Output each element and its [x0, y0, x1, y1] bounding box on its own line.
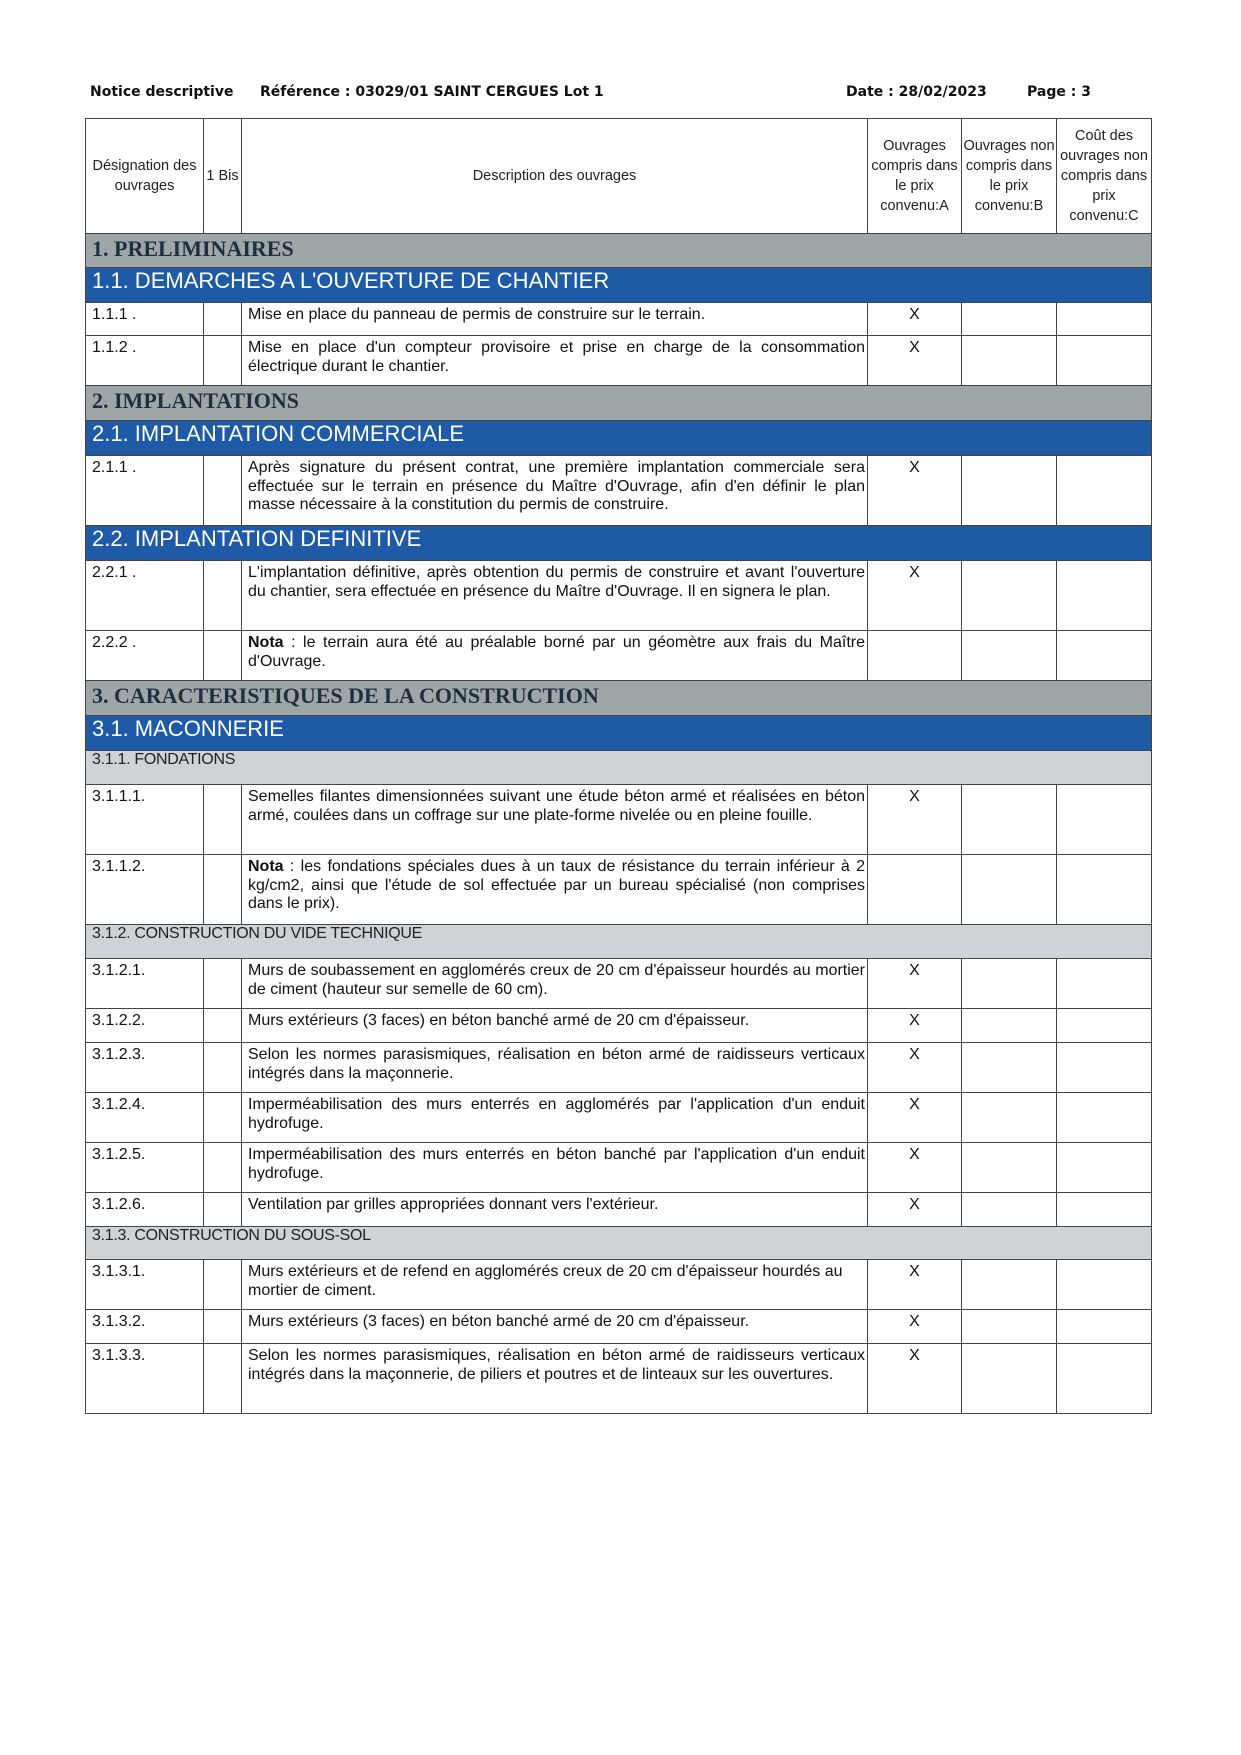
works-table — [85, 118, 1152, 1414]
designation-code: 3.1.2.4. — [86, 1093, 204, 1143]
not-included-cell — [962, 561, 1057, 631]
designation-code: 3.1.2.2. — [86, 1009, 204, 1043]
heading-title: 1. PRELIMINAIRES — [86, 234, 1152, 268]
designation-code: 3.1.2.6. — [86, 1193, 204, 1227]
description-text: : les fondations spéciales dues à un taux de résistance du terrain inférieur à 2 kg/cm2, ainsi que l'étude de sol effectuée par un bureau spécialisé (non comprises dans le prix). — [248, 858, 865, 912]
designation-code: 3.1.2.5. — [86, 1143, 204, 1193]
cost-cell — [1057, 561, 1152, 631]
table-row — [86, 1093, 1152, 1143]
col-b: Ouvrages non compris dans le prix convenu:B — [962, 119, 1057, 234]
bis-cell — [204, 785, 242, 855]
description-text: Murs extérieurs (3 faces) en béton banché armé de 20 cm d'épaisseur. — [248, 1012, 750, 1029]
col-c: Coût des ouvrages non compris dans prix convenu:C — [1057, 119, 1152, 234]
cost-cell — [1057, 1093, 1152, 1143]
included-mark: X — [868, 959, 962, 1009]
not-included-cell — [962, 1009, 1057, 1043]
col-designation: Désignation des ouvrages — [86, 119, 204, 234]
designation-code: 3.1.2.1. — [86, 959, 204, 1009]
not-included-cell — [962, 1344, 1057, 1414]
subsection-heading-row — [86, 716, 1152, 751]
description-text: Murs extérieurs (3 faces) en béton banché armé de 20 cm d'épaisseur. — [248, 1313, 750, 1330]
table-row — [86, 561, 1152, 631]
cost-cell — [1057, 959, 1152, 1009]
designation-code: 1.1.1 . — [86, 303, 204, 336]
table-row — [86, 1260, 1152, 1310]
date: Date : 28/02/2023 — [846, 84, 987, 100]
description-cell — [242, 1043, 868, 1093]
cost-cell — [1057, 785, 1152, 855]
included-mark: X — [868, 1043, 962, 1093]
bis-cell — [204, 456, 242, 526]
table-header-row — [86, 119, 1152, 234]
doc-type: Notice descriptive — [90, 84, 234, 100]
description-cell — [242, 303, 868, 336]
cost-cell — [1057, 855, 1152, 925]
description-cell — [242, 855, 868, 925]
table-row — [86, 1043, 1152, 1093]
not-included-cell — [962, 855, 1057, 925]
cost-cell — [1057, 303, 1152, 336]
cost-cell — [1057, 1143, 1152, 1193]
bis-cell — [204, 1009, 242, 1043]
description-cell — [242, 785, 868, 855]
cost-cell — [1057, 1260, 1152, 1310]
bis-cell — [204, 303, 242, 336]
description-cell — [242, 336, 868, 386]
nota-label: Nota — [248, 634, 284, 651]
description-cell — [242, 1143, 868, 1193]
designation-code: 3.1.1.2. — [86, 855, 204, 925]
description-text: Semelles filantes dimensionnées suivant une étude béton armé et réalisées en béton armé, coulées dans un coffrage sur une plate-forme nivelée ou en pleine fouille. — [248, 788, 865, 824]
included-mark: X — [868, 1193, 962, 1227]
heading-title: 2.2. IMPLANTATION DEFINITIVE — [86, 526, 1152, 561]
not-included-cell — [962, 1193, 1057, 1227]
table-row — [86, 1009, 1152, 1043]
designation-code: 1.1.2 . — [86, 336, 204, 386]
col-a: Ouvrages compris dans le prix convenu:A — [868, 119, 962, 234]
included-mark: X — [868, 456, 962, 526]
cost-cell — [1057, 1344, 1152, 1414]
table-row — [86, 456, 1152, 526]
bis-cell — [204, 855, 242, 925]
table-row — [86, 1310, 1152, 1344]
sub-subsection-heading-row — [86, 925, 1152, 959]
description-text: Selon les normes parasismiques, réalisation en béton armé de raidisseurs verticaux intégrés dans la maçonnerie, de piliers et poutres et de linteaux sur les ouvertures. — [248, 1347, 865, 1383]
section-heading-row — [86, 386, 1152, 421]
description-text: Mise en place du panneau de permis de construire sur le terrain. — [248, 306, 706, 323]
bis-cell — [204, 959, 242, 1009]
description-cell — [242, 959, 868, 1009]
page-header — [90, 84, 1090, 106]
not-included-cell — [962, 785, 1057, 855]
included-mark: X — [868, 785, 962, 855]
table-row — [86, 1344, 1152, 1414]
table-row — [86, 785, 1152, 855]
description-text: Imperméabilisation des murs enterrés en agglomérés par l'application d'un enduit hydrofuge. — [248, 1096, 865, 1132]
description-text: Imperméabilisation des murs enterrés en béton banché par l'application d'un enduit hydrofuge. — [248, 1146, 865, 1182]
included-mark: X — [868, 1260, 962, 1310]
heading-title: 3.1. MACONNERIE — [86, 716, 1152, 751]
description-text: Mise en place d'un compteur provisoire et prise en charge de la consommation électrique durant le chantier. — [248, 339, 865, 375]
included-mark: X — [868, 336, 962, 386]
description-text: Murs extérieurs et de refend en agglomérés creux de 20 cm d'épaisseur hourdés au mortier de ciment. — [248, 1263, 843, 1299]
included-mark: X — [868, 1009, 962, 1043]
section-heading-row — [86, 234, 1152, 268]
subsection-heading-row — [86, 421, 1152, 456]
included-mark: X — [868, 303, 962, 336]
cost-cell — [1057, 1310, 1152, 1344]
designation-code: 3.1.1.1. — [86, 785, 204, 855]
description-text: L'implantation définitive, après obtention du permis de construire et avant l'ouverture du chantier, sera effectuée en présence du Maître d'Ouvrage. Il en signera le plan. — [248, 564, 865, 600]
reference: Référence : 03029/01 SAINT CERGUES Lot 1 — [260, 84, 604, 100]
bis-cell — [204, 1143, 242, 1193]
included-mark: X — [868, 561, 962, 631]
not-included-cell — [962, 303, 1057, 336]
description-text: Murs de soubassement en agglomérés creux de 20 cm d'épaisseur hourdés au mortier de ciment (hauteur sur semelle de 60 cm). — [248, 962, 865, 998]
description-text: Après signature du présent contrat, une première implantation commerciale sera effectuée sur le terrain en présence du Maître d'Ouvrage, afin d'en définir le plan masse nécessaire à la constitution du permis de construire. — [248, 459, 865, 513]
cost-cell — [1057, 1193, 1152, 1227]
description-cell — [242, 631, 868, 681]
heading-title: 2. IMPLANTATIONS — [86, 386, 1152, 421]
designation-code: 2.1.1 . — [86, 456, 204, 526]
table-row — [86, 631, 1152, 681]
not-included-cell — [962, 1093, 1057, 1143]
table-row — [86, 1143, 1152, 1193]
description-text: Selon les normes parasismiques, réalisation en béton armé de raidisseurs verticaux intégrés dans la maçonnerie. — [248, 1046, 865, 1082]
cost-cell — [1057, 1009, 1152, 1043]
included-mark: X — [868, 1344, 962, 1414]
description-cell — [242, 561, 868, 631]
bis-cell — [204, 336, 242, 386]
sub-subsection-heading-row — [86, 751, 1152, 785]
cost-cell — [1057, 456, 1152, 526]
not-included-cell — [962, 959, 1057, 1009]
not-included-cell — [962, 336, 1057, 386]
description-cell — [242, 1093, 868, 1143]
description-text: Ventilation par grilles appropriées donnant vers l'extérieur. — [248, 1196, 659, 1213]
heading-title: 3. CARACTERISTIQUES DE LA CONSTRUCTION — [86, 681, 1152, 716]
bis-cell — [204, 1344, 242, 1414]
not-included-cell — [962, 1310, 1057, 1344]
subsection-heading-row — [86, 526, 1152, 561]
nota-label: Nota — [248, 858, 284, 875]
designation-code: 2.2.2 . — [86, 631, 204, 681]
description-cell — [242, 1260, 868, 1310]
not-included-cell — [962, 1260, 1057, 1310]
designation-code: 3.1.3.2. — [86, 1310, 204, 1344]
included-mark — [868, 631, 962, 681]
description-text: : le terrain aura été au préalable borné par un géomètre aux frais du Maître d'Ouvrage. — [248, 634, 865, 670]
bis-cell — [204, 561, 242, 631]
description-cell — [242, 1344, 868, 1414]
description-cell — [242, 1009, 868, 1043]
designation-code: 2.2.1 . — [86, 561, 204, 631]
included-mark: X — [868, 1093, 962, 1143]
table-row — [86, 303, 1152, 336]
sub-subsection-heading-row — [86, 1227, 1152, 1260]
subsection-heading-row — [86, 268, 1152, 303]
designation-code: 3.1.3.1. — [86, 1260, 204, 1310]
description-cell — [242, 1193, 868, 1227]
section-heading-row — [86, 681, 1152, 716]
bis-cell — [204, 1093, 242, 1143]
not-included-cell — [962, 1043, 1057, 1093]
designation-code: 3.1.3.3. — [86, 1344, 204, 1414]
included-mark: X — [868, 1143, 962, 1193]
heading-title: 3.1.2. CONSTRUCTION DU VIDE TECHNIQUE — [86, 925, 1152, 959]
bis-cell — [204, 1260, 242, 1310]
not-included-cell — [962, 631, 1057, 681]
included-mark: X — [868, 1310, 962, 1344]
description-cell — [242, 1310, 868, 1344]
bis-cell — [204, 1043, 242, 1093]
heading-title: 1.1. DEMARCHES A L'OUVERTURE DE CHANTIER — [86, 268, 1152, 303]
bis-cell — [204, 1193, 242, 1227]
description-cell — [242, 456, 868, 526]
table-row — [86, 959, 1152, 1009]
not-included-cell — [962, 1143, 1057, 1193]
bis-cell — [204, 631, 242, 681]
col-description: Description des ouvrages — [242, 119, 868, 234]
table-row — [86, 1193, 1152, 1227]
designation-code: 3.1.2.3. — [86, 1043, 204, 1093]
heading-title: 3.1.1. FONDATIONS — [86, 751, 1152, 785]
table-row — [86, 855, 1152, 925]
heading-title: 2.1. IMPLANTATION COMMERCIALE — [86, 421, 1152, 456]
cost-cell — [1057, 336, 1152, 386]
cost-cell — [1057, 1043, 1152, 1093]
page-number: Page : 3 — [1027, 84, 1091, 100]
not-included-cell — [962, 456, 1057, 526]
cost-cell — [1057, 631, 1152, 681]
included-mark — [868, 855, 962, 925]
col-bis: 1 Bis — [204, 119, 242, 234]
bis-cell — [204, 1310, 242, 1344]
table-row — [86, 336, 1152, 386]
heading-title: 3.1.3. CONSTRUCTION DU SOUS-SOL — [86, 1227, 1152, 1260]
